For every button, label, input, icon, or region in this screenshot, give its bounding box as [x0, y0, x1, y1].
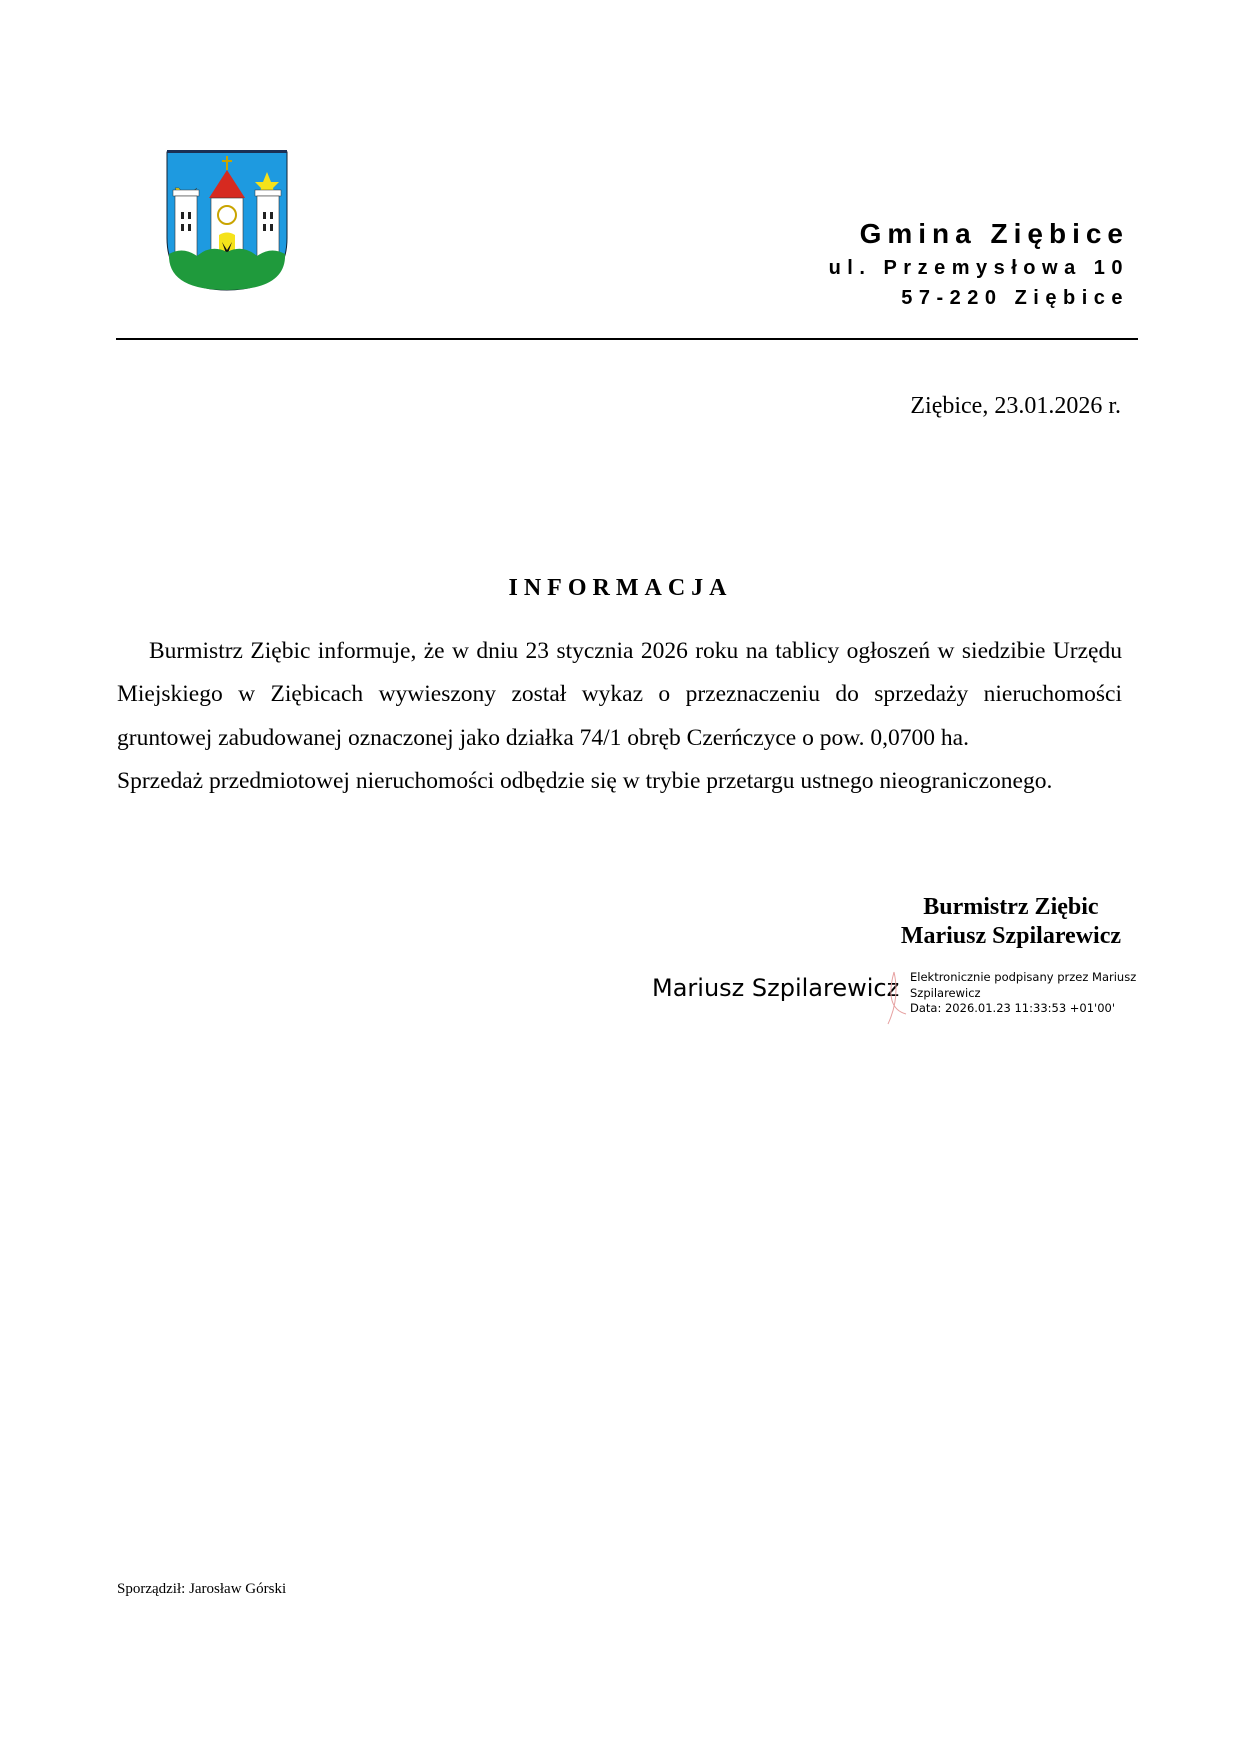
organization-street: ul. Przemysłowa 10 — [828, 257, 1129, 279]
esig-line-3: Data: 2026.01.23 11:33:53 +01'00' — [910, 1001, 1116, 1015]
signatory-title: Burmistrz Ziębic — [923, 894, 1099, 920]
prepared-by: Sporządził: Jarosław Górski — [117, 1581, 287, 1597]
organization-name: Gmina Ziębice — [859, 218, 1129, 249]
organization-city: 57-220 Ziębice — [901, 287, 1129, 309]
body-paragraph-1: Burmistrz Ziębic informuje, że w dniu 23 stycznia 2026 roku na tablicy ogłoszeń w siedzibie Urzędu Miejskiego w Ziębicach wywieszony został wykaz o przeznaczeniu do sprzedaży nieruchomości gruntowej zabudowanej oznaczonej jako działka 74/1 obręb Czerńczyce o pow. 0,0700 ha. — [117, 638, 1122, 751]
header-divider — [116, 338, 1138, 340]
signature-stamp-icon — [880, 968, 910, 1028]
esig-line-1: Elektronicznie podpisany przez Mariusz — [910, 970, 1137, 984]
signatory-name: Mariusz Szpilarewicz — [900, 923, 1121, 949]
document-body — [117, 630, 1122, 804]
esig-line-2: Szpilarewicz — [910, 985, 981, 1000]
document-date: Ziębice, 23.01.2026 r. — [910, 393, 1121, 419]
body-paragraph-2: Sprzedaż przedmiotowej nieruchomości odbędzie się w trybie przetargu ustnego nieograniczonego. — [117, 768, 1053, 795]
signature-block — [901, 893, 1121, 951]
coat-of-arms-logo — [165, 150, 289, 292]
electronic-signature-name: Mariusz Szpilarewicz — [652, 974, 900, 1002]
electronic-signature-info — [910, 970, 1136, 1017]
document-heading: INFORMACJA — [508, 575, 733, 601]
